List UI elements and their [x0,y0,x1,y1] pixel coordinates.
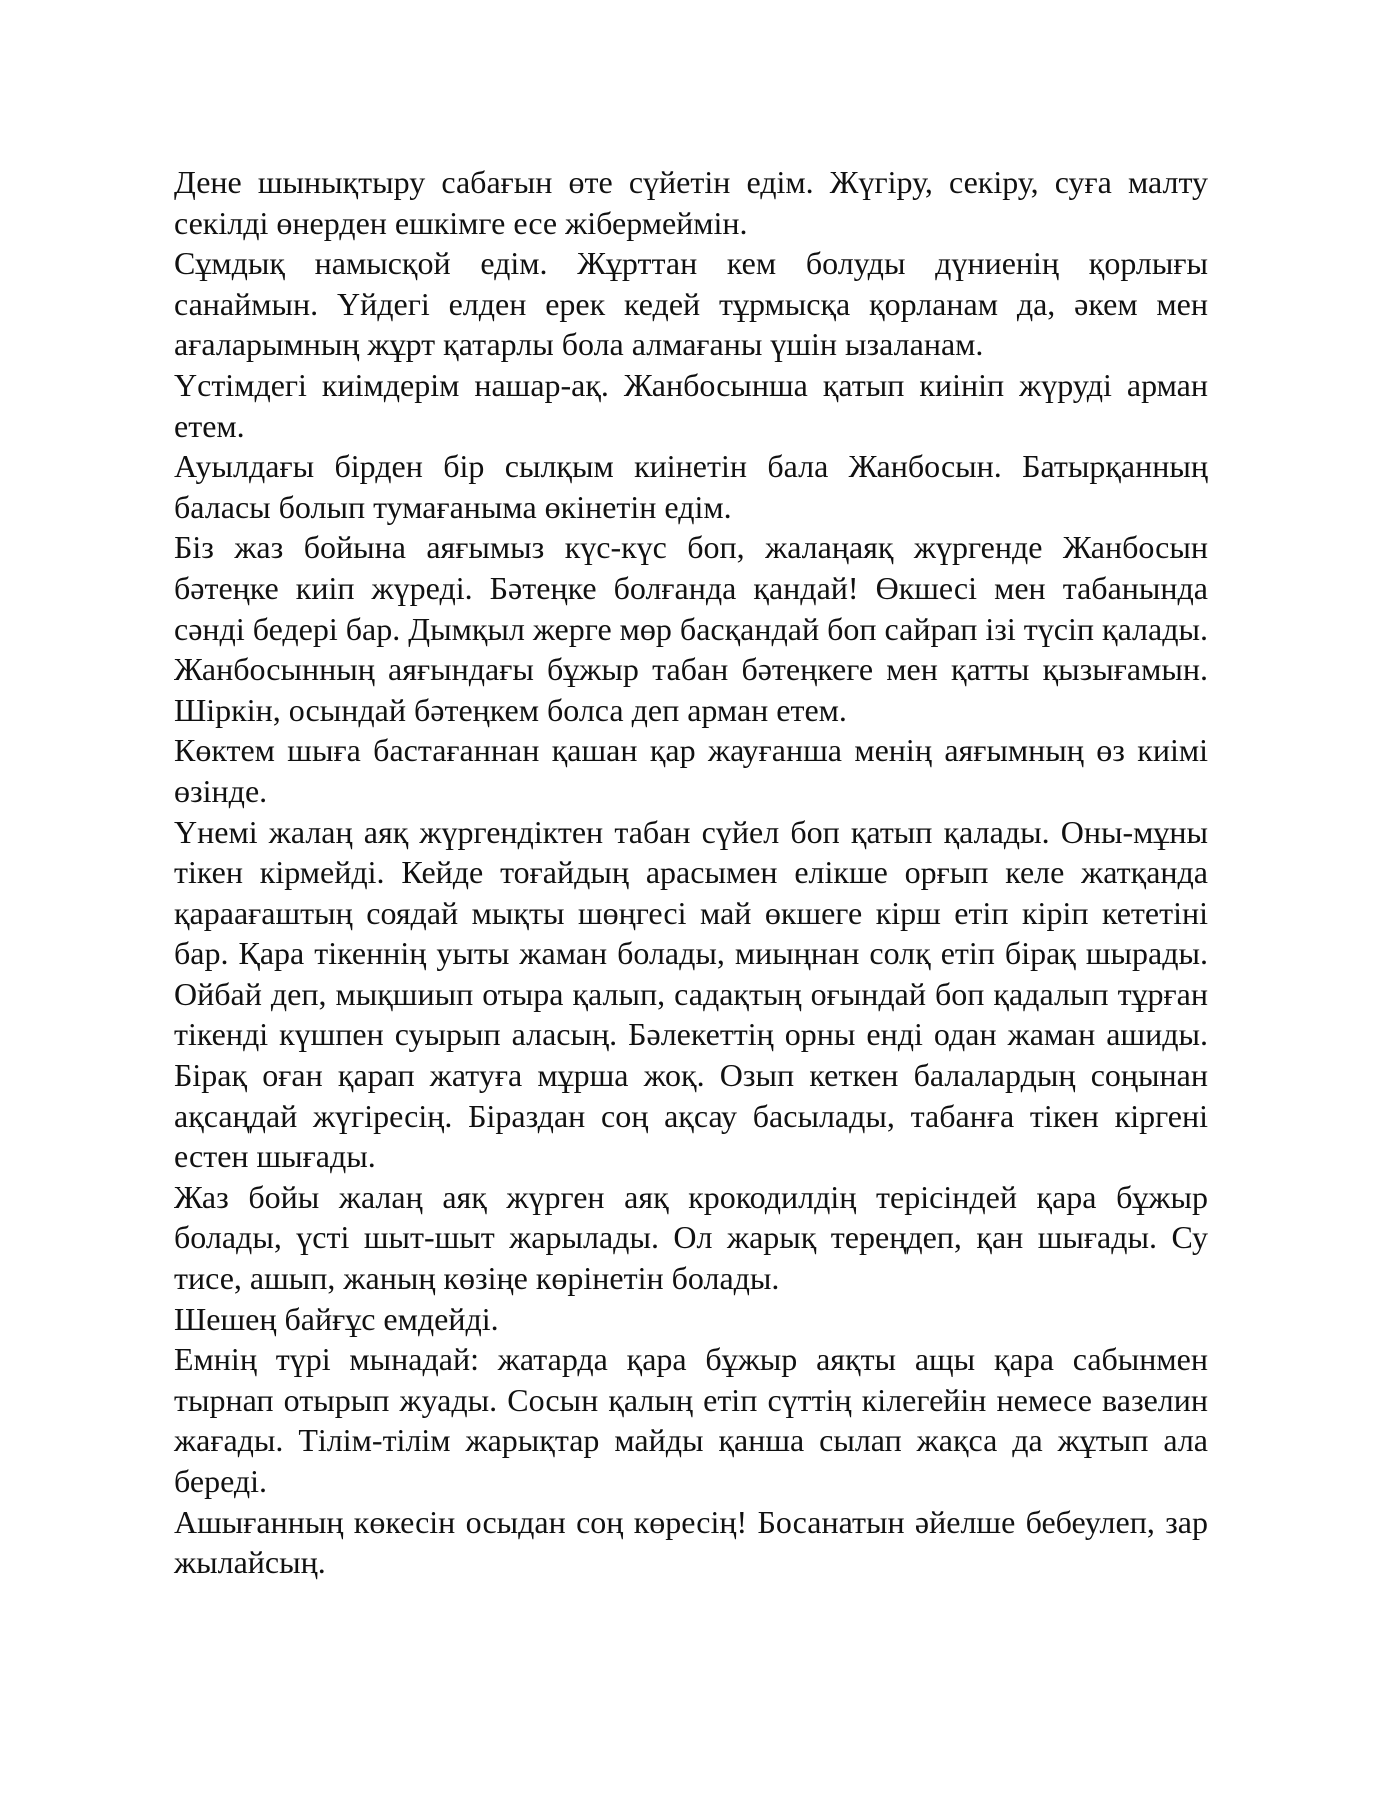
paragraph: Дене шынықтыру сабағын өте сүйетін едім. Жүгіру, секіру, суға малту секілді өнерден ешкімге есе жібермеймін. [174,164,1208,241]
paragraph: Сұмдық намысқой едім. Жұрттан кем болуды дүниенің қорлығы санаймын. Үйдегі елден ерек кедей тұрмысқа қорланам да, әкем мен ағаларымның жұрт қатарлы бола алмағаны үшін ызаланам. [174,245,1208,363]
text-body [174,162,1208,1583]
paragraph: Біз жаз бойына аяғымыз күс-күс боп, жалаңаяқ жүргенде Жанбосын бәтеңке киіп жүреді. Бәтеңке болғанда қандай! Өкшесі мен табанында сәнді бедері бар. Дымқыл жерге мөр басқандай боп сайрап ізі түсіп қалады. Жанбосынның аяғындағы бұжыр табан бәтеңкеге мен қатты қызығамын. Шіркін, осындай бәтеңкем болса деп арман етем. [174,529,1208,728]
paragraph: Шешең байғұс емдейді. [174,1300,499,1337]
paragraph: Үстімдегі киімдерім нашар-ақ. Жанбосынша қатып киініп жүруді арман етем. [174,366,1208,444]
paragraph: Көктем шыға бастағаннан қашан қар жауғанша менің аяғымның өз киімі өзінде. [174,732,1208,809]
paragraph: Ашығанның көкесін осыдан соң көресің! Босанатын әйелше бебеулеп, зар жылайсың. [174,1503,1208,1581]
paragraph: Ауылдағы бірден бір сылқым киінетін бала Жанбосын. Батырқанның баласы болып тумағаныма өкінетін едім. [174,448,1208,525]
paragraph: Емнің түрі мынадай: жатарда қара бұжыр аяқты ащы қара сабынмен тырнап отырып жуады. Сосын қалың етіп сүттің кілегейін немесе вазелин жағады. Тілім-тілім жарықтар майды қанша сылап жақса да жұтып ала береді. [174,1341,1208,1499]
paragraph: Жаз бойы жалаң аяқ жүрген аяқ крокодилдің терісіндей қара бұжыр болады, үсті шыт-шыт жарылады. Ол жарық тереңдеп, қан шығады. Су тисе, ашып, жаның көзіңе көрінетін болады. [174,1178,1208,1297]
paragraph: Үнемі жалаң аяқ жүргендіктен табан сүйел боп қатып қалады. Оны-мұны тікен кірмейді. Кейде тоғайдың арасымен елікше орғып келе жатқанда қараағаштың соядай мықты шөңгесі май өкшеге кірш етіп кіріп кететіні бар. Қара тікеннің уыты жаман болады, миыңнан солқ етіп бірақ шырады. Ойбай деп, мықшиып отыра қалып, садақтың оғындай боп қадалып тұрған тікенді күшпен суырып аласың. Бәлекеттің орны енді одан жаман ашиды. Бірақ оған қарап жатуға мұрша жоқ. Озып кеткен балалардың соңынан ақсаңдай жүгіресің. Біраздан соң ақсау басылады, табанға тікен кіргені естен шығады. [174,813,1208,1175]
